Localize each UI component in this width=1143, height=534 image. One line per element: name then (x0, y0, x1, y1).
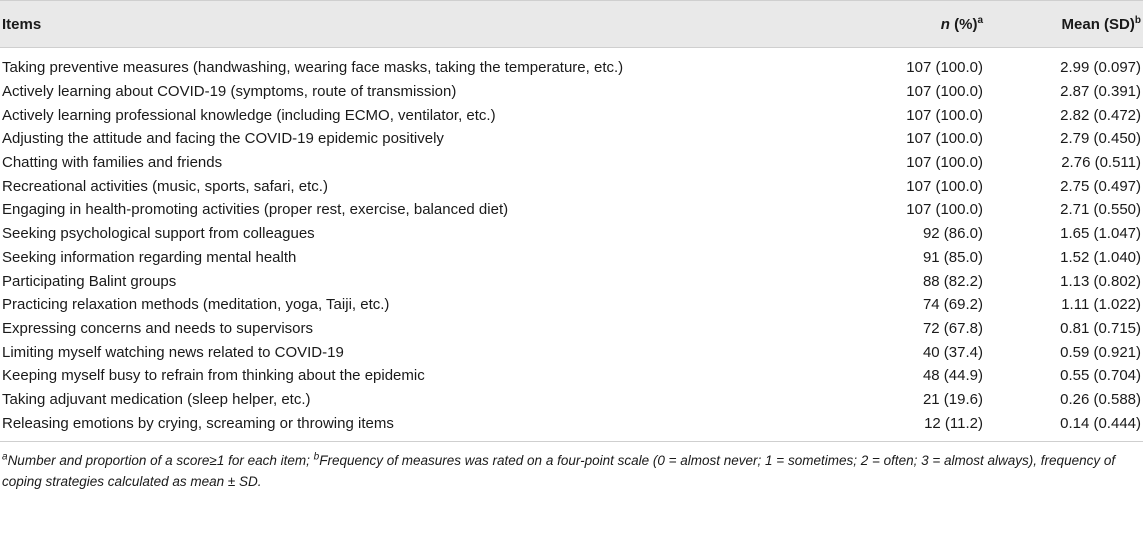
cell-n-percent: 92 (86.0) (922, 225, 983, 243)
footnote-a-text: Number and proportion of a score≥1 for each item; (7, 453, 314, 468)
table-row (0, 340, 1143, 364)
cell-n-percent: 88 (82.2) (922, 272, 983, 290)
header-mean-label: Mean (SD) (1061, 15, 1135, 33)
cell-n-percent: 48 (44.9) (922, 367, 983, 385)
table-row (0, 269, 1143, 293)
table-row (0, 80, 1143, 104)
cell-mean-sd: 2.75 (0.497) (1060, 177, 1141, 195)
header-n-percent (800, 1, 983, 48)
cell-item: Taking adjuvant medication (sleep helper, etc.) (2, 390, 311, 408)
table-row (0, 151, 1143, 175)
table-row (0, 198, 1143, 222)
cell-n-percent: 72 (67.8) (922, 319, 983, 337)
cell-mean-sd: 1.52 (1.040) (1060, 248, 1141, 266)
cell-item: Engaging in health-promoting activities (proper rest, exercise, balanced diet) (2, 201, 509, 219)
cell-item: Recreational activities (music, sports, safari, etc.) (2, 177, 328, 195)
table-row (0, 48, 1143, 80)
footnote-b-text: Frequency of measures was rated on a four-point scale (0 = almost never; 1 = sometimes; 2 = often; 3 = almost always), frequency of coping strategies calculated as mean ± SD. (2, 453, 1116, 489)
cell-mean-sd: 2.99 (0.097) (1060, 59, 1141, 77)
cell-item: Participating Balint groups (2, 272, 177, 290)
cell-mean-sd: 0.14 (0.444) (983, 411, 1143, 441)
cell-n-percent: 107 (100.0) (906, 130, 983, 148)
cell-mean-sd: 2.76 (0.511) (1061, 154, 1141, 172)
cell-item: Expressing concerns and needs to supervisors (2, 319, 314, 337)
table-row (0, 364, 1143, 388)
table-row (0, 127, 1143, 151)
cell-mean-sd: 2.82 (0.472) (1060, 106, 1141, 124)
cell-item: Actively learning about COVID-19 (symptoms, route of transmission) (2, 83, 457, 101)
cell-item: Taking preventive measures (handwashing, wearing face masks, taking the temperature, etc.) (2, 59, 624, 77)
table-row (0, 388, 1143, 412)
cell-item: Seeking psychological support from colleagues (2, 225, 315, 243)
cell-mean-sd: 0.55 (0.704) (1060, 367, 1141, 385)
cell-n-percent: 12 (11.2) (800, 411, 983, 441)
cell-item: Adjusting the attitude and facing the COVID-19 epidemic positively (2, 130, 444, 148)
cell-mean-sd: 2.79 (0.450) (1060, 130, 1141, 148)
header-mean-sd (983, 1, 1143, 48)
table-row (0, 222, 1143, 246)
cell-item: Releasing emotions by crying, screaming or throwing items (0, 411, 800, 441)
table-row (0, 293, 1143, 317)
cell-mean-sd: 1.65 (1.047) (1060, 225, 1141, 243)
cell-mean-sd: 0.59 (0.921) (1060, 343, 1141, 361)
header-n-percent-label: (%) (949, 15, 978, 33)
footnote-a-mark: a (2, 451, 8, 463)
table-row (0, 174, 1143, 198)
cell-mean-sd: 0.81 (0.715) (1060, 319, 1141, 337)
header-n-superscript: a (977, 14, 983, 26)
cell-n-percent: 21 (19.6) (922, 390, 983, 408)
table-row (0, 317, 1143, 341)
footnote-b-mark: b (313, 451, 320, 463)
cell-n-percent: 107 (100.0) (906, 106, 983, 124)
header-row (0, 1, 1143, 48)
cell-n-percent: 107 (100.0) (906, 177, 983, 195)
cell-n-percent: 91 (85.0) (922, 248, 983, 266)
cell-mean-sd: 0.26 (0.588) (1060, 390, 1141, 408)
cell-item: Practicing relaxation methods (meditation, yoga, Taiji, etc.) (2, 296, 390, 314)
cell-item: Seeking information regarding mental health (2, 248, 297, 266)
cell-n-percent: 107 (100.0) (906, 59, 983, 77)
cell-n-percent: 107 (100.0) (906, 201, 983, 219)
cell-mean-sd: 1.13 (0.802) (1060, 272, 1141, 290)
table-row (0, 103, 1143, 127)
cell-item: Keeping myself busy to refrain from thinking about the epidemic (2, 367, 425, 385)
cell-n-percent: 74 (69.2) (922, 296, 983, 314)
cell-item: Chatting with families and friends (2, 154, 223, 172)
header-items: Items (0, 1, 800, 48)
cell-mean-sd: 1.11 (1.022) (1061, 296, 1141, 314)
header-n-variable: n (940, 15, 950, 33)
header-mean-superscript: b (1134, 14, 1141, 26)
table-row (0, 246, 1143, 270)
cell-n-percent: 40 (37.4) (922, 343, 983, 361)
cell-n-percent: 107 (100.0) (906, 154, 983, 172)
table-body (0, 48, 1143, 442)
table-row (0, 411, 1143, 441)
cell-n-percent: 107 (100.0) (906, 83, 983, 101)
cell-mean-sd: 2.87 (0.391) (1060, 83, 1141, 101)
cell-item: Limiting myself watching news related to COVID-19 (2, 343, 344, 361)
cell-item: Actively learning professional knowledge (including ECMO, ventilator, etc.) (2, 106, 496, 124)
table-header (0, 1, 1143, 48)
table-footnote (0, 442, 1143, 492)
cell-mean-sd: 2.71 (0.550) (1060, 201, 1141, 219)
